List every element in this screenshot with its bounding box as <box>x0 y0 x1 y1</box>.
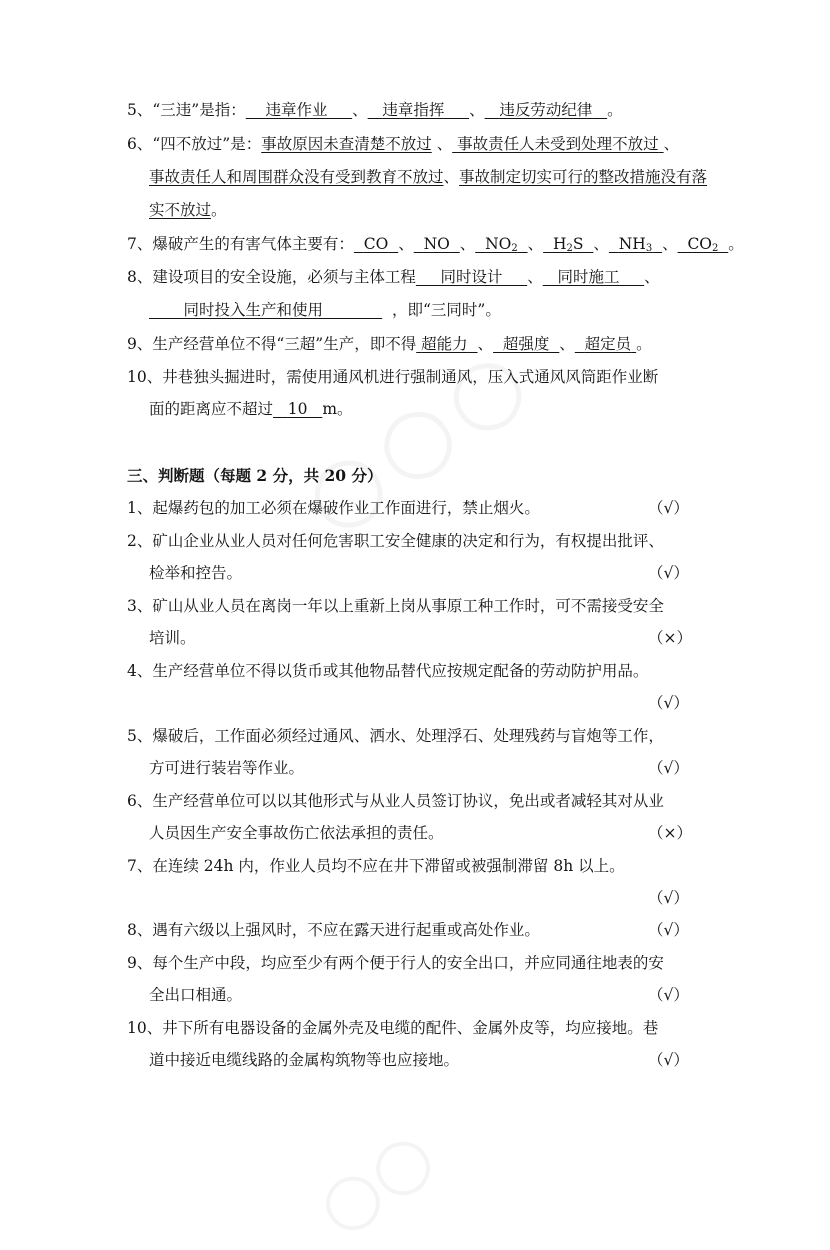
judge-item-10: 10、井下所有电器设备的金属外壳及电缆的配件、金属外皮等，均应接地。巷 <box>127 1019 659 1037</box>
judge-item-8: 8、遇有六级以上强风时，不应在露天进行起重或高处作业。 <box>127 921 540 939</box>
section-title-judgement: 三、判断题（每题 2 分，共 20 分） <box>127 466 383 485</box>
judge-mark-3: （×） <box>648 629 692 647</box>
judge-mark-9: （√） <box>648 986 689 1004</box>
judge-item-6: 6、生产经营单位可以以其他形式与从业人员签订协议，免出或者减轻其对从业 <box>127 792 664 810</box>
judge-item-9: 9、每个生产中段，均应至少有两个便于行人的安全出口，并应同通往地表的安 <box>127 954 664 972</box>
fill-question-8: 8、建设项目的安全设施，必须与主体工程 同时设计 、 同时施工 、 <box>127 268 660 286</box>
judge-mark-5: （√） <box>648 759 689 777</box>
judge-item-3: 3、矿山从业人员在离岗一年以上重新上岗从事原工种工作时，可不需接受安全 <box>127 597 664 615</box>
fill-question-6-line2: 事故责任人和周围群众没有受到教育不放过、事故制定切实可行的整改措施没有落 <box>149 168 708 186</box>
fill-question-10: 10、井巷独头掘进时，需使用通风机进行强制通风，压入式通风风筒距作业断 <box>127 368 659 386</box>
fill-question-8-line2: 同时投入生产和使用 ，即“三同时”。 <box>183 301 501 319</box>
fill-question-6-line3: 实不放过。 <box>149 201 227 219</box>
judge-item-2-line2: 检举和控告。 <box>149 564 243 582</box>
fill-question-6: 6、“四不放过”是：事故原因未查清楚不放过 、 事故责任人未受到处理不放过 、 <box>127 135 680 153</box>
judge-item-5: 5、爆破后，工作面必须经过通风、洒水、处理浮石、处理残药与盲炮等工作， <box>127 727 664 745</box>
judge-item-1: 1、起爆药包的加工必须在爆破作业工作面进行，禁止烟火。 <box>127 499 540 517</box>
judge-mark-8: （√） <box>648 921 689 939</box>
judge-item-10-line2: 道中接近电缆线路的金属构筑物等也应接地。 <box>149 1051 460 1069</box>
fill-question-10-line2: 面的距离应不超过 10 m。 <box>149 400 353 418</box>
judge-item-7: 7、在连续 24h 内，作业人员均不应在井下滞留或被强制滞留 8h 以上。 <box>127 857 625 875</box>
fill-question-5: 5、“三违”是指： 违章作业 、 违章指挥 、 违反劳动纪律 。 <box>127 101 623 119</box>
judge-item-4: 4、生产经营单位不得以货币或其他物品替代应按规定配备的劳动防护用品。 <box>127 662 649 680</box>
judge-mark-7: （√） <box>648 889 689 907</box>
fill-question-7: 7、爆破产生的有害气体主要有： CO 、 NO 、 $NO_2$ 、 $H_2S$ 、 $NH_3$ 、 $CO_2$ 。 <box>127 235 744 254</box>
judge-item-2: 2、矿山企业从业人员对任何危害职工安全健康的决定和行为，有权提出批评、 <box>127 532 664 550</box>
judge-mark-1: （√） <box>648 499 689 517</box>
judge-mark-4: （√） <box>648 694 689 712</box>
judge-item-6-line2: 人员因生产安全事故伤亡依法承担的责任。 <box>149 824 444 842</box>
judge-mark-6: （×） <box>648 824 692 842</box>
judge-item-9-line2: 全出口相通。 <box>149 986 243 1004</box>
fill-question-9: 9、生产经营单位不得“三超”生产，即不得 超能力 、 超强度 、 超定员 。 <box>127 335 652 353</box>
judge-item-3-line2: 培训。 <box>149 629 196 647</box>
judge-item-5-line2: 方可进行装岩等作业。 <box>149 759 305 777</box>
judge-mark-10: （√） <box>648 1051 689 1069</box>
judge-mark-2: （√） <box>648 564 689 582</box>
